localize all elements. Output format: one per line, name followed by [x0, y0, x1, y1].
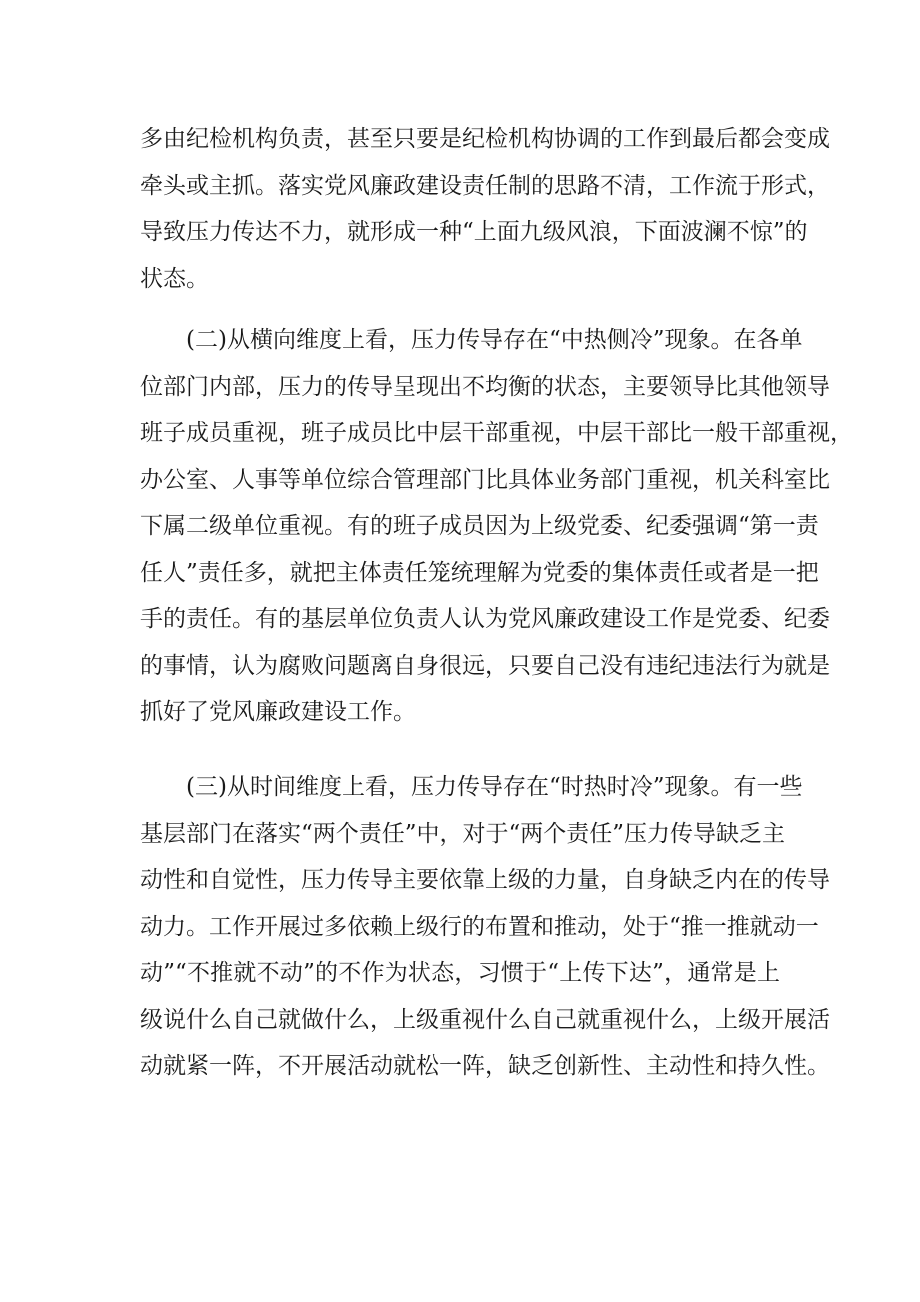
- text-line: 级说什么自己就做什么，上级重视什么自己就重视什么，上级开展活: [140, 1006, 830, 1033]
- text-line: 动性和自觉性，压力传导主要依靠上级的力量，自身缺乏内在的传导: [140, 867, 830, 893]
- text-line: 位部门内部，压力的传导呈现出不均衡的状态，主要领导比其他领导: [140, 373, 830, 400]
- text-line: 基层部门在落实“两个责任”中，对于“两个责任”压力传导缺乏主: [140, 820, 786, 847]
- text-line: 动力。工作开展过多依赖上级行的布置和推动，处于“推一推就动一: [140, 913, 819, 940]
- text-line: (二)从横向维度上看，压力传导存在“中热侧冷”现象。在各单: [186, 327, 803, 353]
- paragraph-time-dimension: [140, 764, 830, 1090]
- text-line: 抓好了党风廉政建设工作。: [140, 699, 416, 725]
- paragraph-horizontal-dimension: [140, 317, 853, 736]
- text-line: 导致压力传达不力，就形成一种“上面九级风浪，下面波澜不惊”的: [140, 219, 808, 245]
- text-line: 任人”责任多，就把主体责任笼统理解为党委的集体责任或者是一把: [140, 559, 819, 586]
- text-line: 班子成员重视，班子成员比中层干部重视，中层干部比一般干部重视，: [140, 420, 853, 446]
- text-line: 手的责任。有的基层单位负责人认为党风廉政建设工作是党委、纪委: [140, 606, 830, 632]
- text-line: 状态。: [140, 265, 209, 292]
- text-line: 下属二级单位重视。有的班子成员因为上级党委、纪委强调“第一责: [140, 513, 819, 539]
- text-line: (三)从时间维度上看，压力传导存在“时热时冷”现象。有一些: [186, 774, 803, 800]
- text-line: 动就紧一阵，不开展活动就松一阵，缺乏创新性、主动性和持久性。: [140, 1053, 830, 1079]
- text-line: 牵头或主抓。落实党风廉政建设责任制的思路不清，工作流于形式，: [140, 172, 830, 199]
- text-line: 动”“不推就不动”的不作为状态，习惯于“上传下达”，通常是上: [140, 960, 780, 986]
- text-line: 多由纪检机构负责，甚至只要是纪检机构协调的工作到最后都会变成: [140, 126, 830, 152]
- text-line: 的事情，认为腐败问题离自身很远，只要自己没有违纪违法行为就是: [140, 652, 830, 679]
- text-line: 办公室、人事等单位综合管理部门比具体业务部门重视，机关科室比: [140, 466, 830, 493]
- paragraph-continuation: [140, 116, 830, 302]
